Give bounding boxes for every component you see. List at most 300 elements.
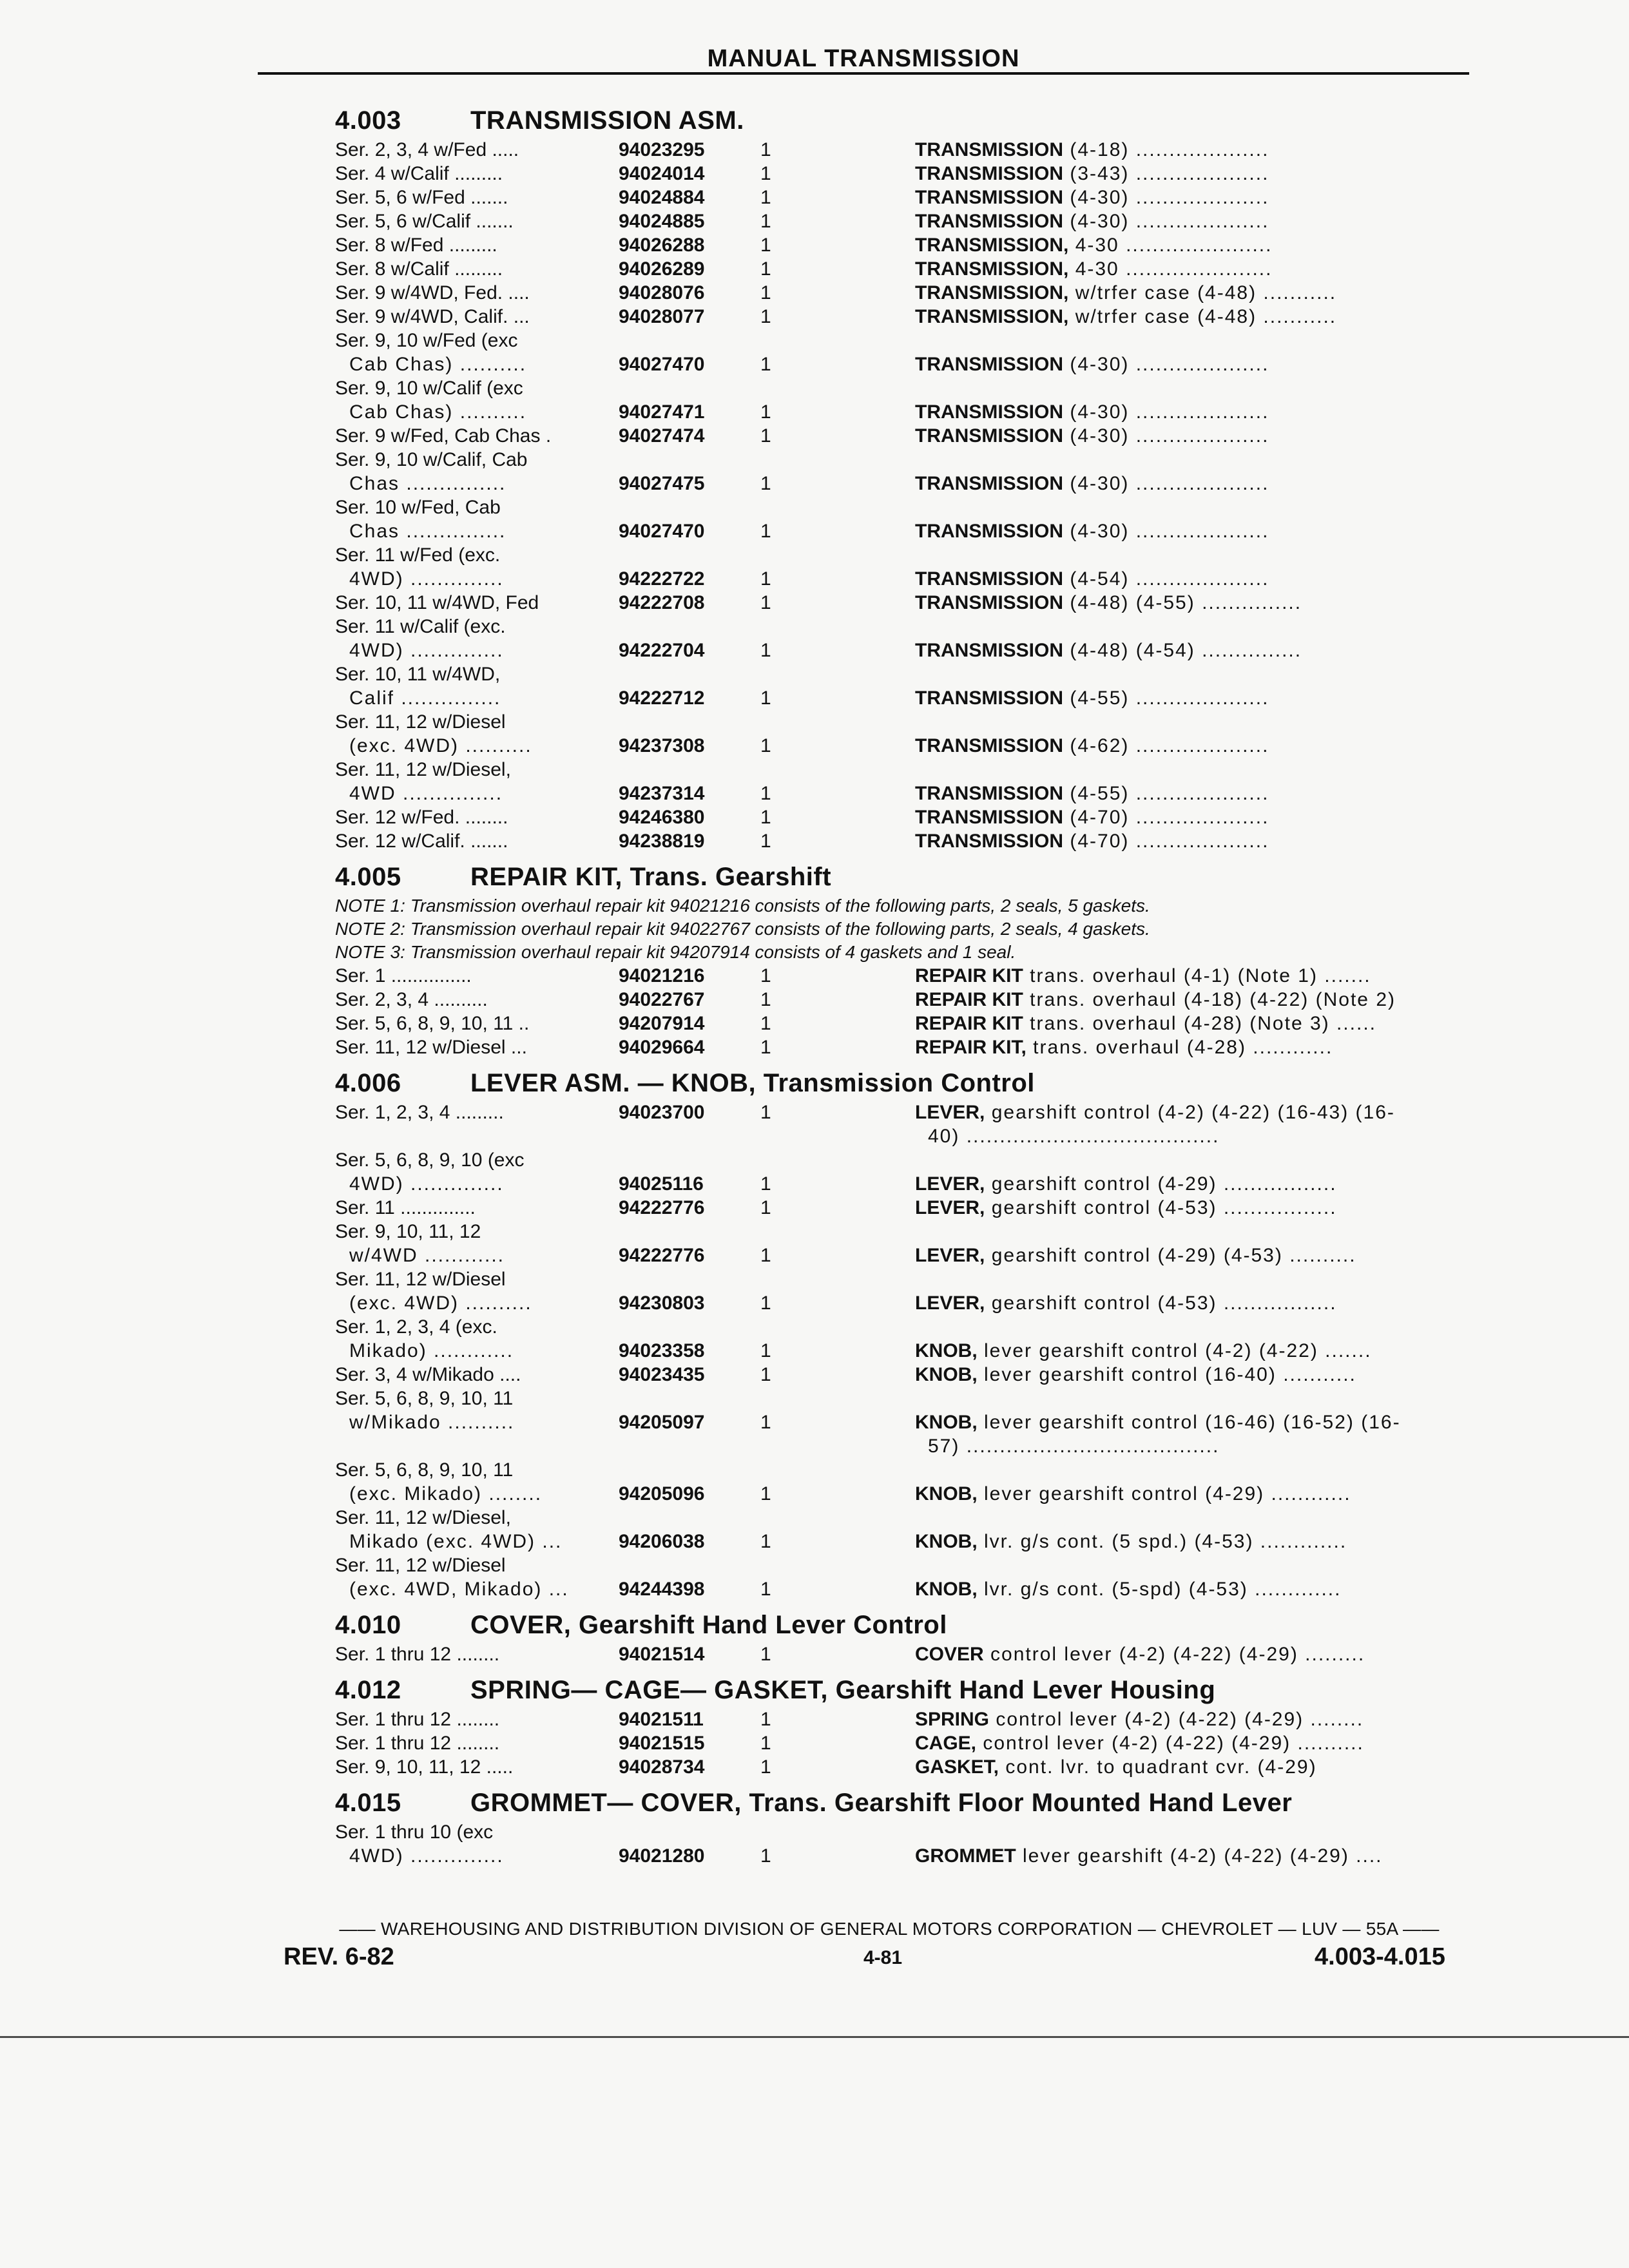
part-row bbox=[335, 257, 1469, 281]
part-row bbox=[335, 1642, 1469, 1666]
part-detail: (4-48) (4-54) ............... bbox=[1063, 640, 1302, 661]
part-name: KNOB, bbox=[915, 1483, 978, 1504]
quantity: 1 bbox=[760, 592, 771, 613]
application-text: 4WD ............... bbox=[349, 783, 503, 804]
quantity: 1 bbox=[760, 1412, 771, 1433]
quantity: 1 bbox=[760, 1340, 771, 1361]
part-name: SPRING bbox=[915, 1709, 990, 1730]
part-application-line bbox=[335, 162, 1469, 186]
part-detail: (4-30) .................... bbox=[1063, 401, 1269, 423]
part-number: 94027475 bbox=[619, 473, 705, 494]
part-number: 94027470 bbox=[619, 354, 705, 375]
quantity: 1 bbox=[760, 687, 771, 709]
part-row bbox=[335, 495, 1469, 543]
part-row bbox=[335, 1315, 1469, 1363]
section-heading bbox=[335, 1601, 1469, 1642]
quantity: 1 bbox=[760, 1756, 771, 1778]
quantity: 1 bbox=[760, 807, 771, 828]
part-number: 94206038 bbox=[619, 1531, 705, 1552]
part-row bbox=[335, 988, 1469, 1012]
part-name: LEVER, bbox=[915, 1293, 985, 1314]
part-detail: (4-30) .................... bbox=[1063, 521, 1269, 542]
part-description bbox=[915, 1755, 1317, 1779]
part-description bbox=[915, 1035, 1333, 1059]
section-number: 4.003 bbox=[335, 106, 401, 135]
part-application-line bbox=[335, 829, 1469, 853]
part-detail: lever gearshift (4-2) (4-22) (4-29) .... bbox=[1016, 1845, 1383, 1867]
application-text: Ser. 9, 10 w/Calif (exc bbox=[335, 378, 523, 399]
part-row bbox=[335, 829, 1469, 853]
part-name: COVER bbox=[915, 1644, 984, 1665]
section-4-012 bbox=[335, 1666, 1469, 1779]
section-note: NOTE 2: Transmission overhaul repair kit 94022767 consists of the following parts, 2 seals, 4 gaskets. bbox=[335, 919, 1150, 939]
part-description bbox=[915, 138, 1269, 162]
part-number: 94023700 bbox=[619, 1102, 705, 1123]
part-application-line bbox=[335, 758, 1469, 782]
part-description bbox=[915, 1642, 1365, 1666]
part-application-line bbox=[335, 376, 1469, 400]
part-detail: lever gearshift control (16-40) ........... bbox=[977, 1364, 1356, 1385]
section-heading bbox=[335, 97, 1469, 138]
part-number: 94024014 bbox=[619, 163, 705, 184]
part-number: 94021515 bbox=[619, 1733, 705, 1754]
part-row bbox=[335, 1196, 1469, 1220]
part-number: 94021280 bbox=[619, 1845, 705, 1867]
part-description bbox=[915, 805, 1269, 829]
part-application-line bbox=[335, 1148, 1469, 1172]
application-text: w/4WD ............ bbox=[349, 1245, 505, 1266]
part-application-line bbox=[335, 1100, 1469, 1124]
quantity: 1 bbox=[760, 1173, 771, 1195]
part-application-line bbox=[335, 1482, 1469, 1506]
part-number: 94021511 bbox=[619, 1709, 704, 1730]
part-application-line bbox=[335, 1172, 1469, 1196]
part-name: TRANSMISSION, bbox=[915, 306, 1069, 327]
part-application-line bbox=[335, 352, 1469, 376]
part-application-line bbox=[335, 1339, 1469, 1363]
section-4-003 bbox=[335, 97, 1469, 853]
application-text: Ser. 4 w/Calif ......... bbox=[335, 163, 503, 184]
part-number: 94026289 bbox=[619, 258, 705, 280]
part-description bbox=[915, 639, 1302, 662]
part-detail: (3-43) .................... bbox=[1063, 163, 1269, 184]
part-number: 94222776 bbox=[619, 1197, 705, 1218]
application-text: Chas ............... bbox=[349, 521, 506, 542]
part-application-line bbox=[335, 424, 1469, 448]
part-application-line bbox=[335, 186, 1469, 209]
application-text: Ser. 9 w/4WD, Calif. ... bbox=[335, 306, 530, 327]
part-name: REPAIR KIT bbox=[915, 989, 1023, 1010]
section-title: REPAIR KIT, Trans. Gearshift bbox=[470, 863, 832, 891]
application-text: Ser. 10, 11 w/4WD, bbox=[335, 664, 501, 685]
part-number: 94230803 bbox=[619, 1293, 705, 1314]
part-detail: gearshift control (4-29) (4-53) .......... bbox=[985, 1245, 1356, 1266]
quantity: 1 bbox=[760, 1037, 771, 1058]
part-description bbox=[915, 1731, 1364, 1755]
part-row bbox=[335, 615, 1469, 662]
quantity: 1 bbox=[760, 989, 771, 1010]
quantity: 1 bbox=[760, 1013, 771, 1034]
application-text: Cab Chas) .......... bbox=[349, 401, 527, 423]
footer-publisher: —— WAREHOUSING AND DISTRIBUTION DIVISION OF GENERAL MOTORS CORPORATION — CHEVROLET — LUV — 55A —— bbox=[339, 1919, 1440, 1939]
part-description bbox=[915, 352, 1269, 376]
section-heading bbox=[335, 1059, 1469, 1100]
part-row bbox=[335, 1267, 1469, 1315]
quantity: 1 bbox=[760, 783, 771, 804]
application-text: Ser. 1, 2, 3, 4 ......... bbox=[335, 1102, 504, 1123]
part-detail: (4-30) .................... bbox=[1063, 211, 1269, 232]
part-detail: (4-62) .................... bbox=[1063, 735, 1269, 756]
part-application-line bbox=[335, 1035, 1469, 1059]
part-detail: (4-48) (4-55) ............... bbox=[1063, 592, 1302, 613]
part-description bbox=[915, 686, 1269, 710]
application-text: Ser. 12 w/Calif. ....... bbox=[335, 831, 508, 852]
part-name: TRANSMISSION bbox=[915, 425, 1064, 447]
part-description bbox=[915, 162, 1269, 186]
quantity: 1 bbox=[760, 1245, 771, 1266]
part-application-line bbox=[335, 591, 1469, 615]
part-application-line bbox=[335, 543, 1469, 567]
part-row bbox=[335, 1458, 1469, 1506]
part-detail: w/trfer case (4-48) ........... bbox=[1068, 306, 1337, 327]
part-application-line bbox=[335, 1844, 1469, 1868]
part-number: 94022767 bbox=[619, 989, 705, 1010]
header-rule bbox=[258, 72, 1469, 75]
application-text: 4WD) .............. bbox=[349, 568, 504, 590]
quantity: 1 bbox=[760, 163, 771, 184]
quantity: 1 bbox=[760, 521, 771, 542]
application-text: Ser. 5, 6, 8, 9, 10 (exc bbox=[335, 1149, 525, 1171]
application-text: Ser. 11, 12 w/Diesel bbox=[335, 711, 506, 733]
part-number: 94028077 bbox=[619, 306, 705, 327]
part-application-line bbox=[335, 988, 1469, 1012]
part-number: 94205096 bbox=[619, 1483, 705, 1504]
part-application-line bbox=[335, 615, 1469, 639]
part-number: 94237308 bbox=[619, 735, 705, 756]
footer-page-number: 4-81 bbox=[863, 1947, 903, 1968]
part-description bbox=[915, 257, 1272, 281]
part-detail: gearshift control (4-2) (4-22) (16-43) (16- bbox=[985, 1102, 1395, 1123]
part-row bbox=[335, 1387, 1469, 1458]
part-row bbox=[335, 186, 1469, 209]
part-detail: lever gearshift control (4-2) (4-22) ....... bbox=[977, 1340, 1372, 1361]
part-row bbox=[335, 376, 1469, 424]
part-row bbox=[335, 329, 1469, 376]
application-text: Ser. 5, 6, 8, 9, 10, 11 .. bbox=[335, 1013, 530, 1034]
section-title: GROMMET— COVER, Trans. Gearshift Floor Mounted Hand Lever bbox=[470, 1789, 1293, 1817]
part-detail: lever gearshift control (4-29) ............ bbox=[977, 1483, 1351, 1504]
part-number: 94222722 bbox=[619, 568, 705, 590]
part-number: 94023358 bbox=[619, 1340, 705, 1361]
part-row bbox=[335, 710, 1469, 758]
application-text: Ser. 5, 6, 8, 9, 10, 11 bbox=[335, 1388, 514, 1409]
application-text: Ser. 11, 12 w/Diesel, bbox=[335, 759, 511, 780]
part-application-line bbox=[335, 209, 1469, 233]
part-application-line bbox=[335, 964, 1469, 988]
part-name: REPAIR KIT bbox=[915, 965, 1023, 986]
part-application-line bbox=[335, 1291, 1469, 1315]
part-detail: (4-70) .................... bbox=[1063, 831, 1269, 852]
part-row bbox=[335, 1755, 1469, 1779]
footer-revision: REV. 6-82 bbox=[284, 1943, 394, 1970]
application-text: Ser. 9, 10 w/Fed (exc bbox=[335, 330, 518, 351]
quantity: 1 bbox=[760, 258, 771, 280]
part-name: TRANSMISSION bbox=[915, 163, 1064, 184]
part-application-line bbox=[335, 281, 1469, 305]
part-number: 94222776 bbox=[619, 1245, 705, 1266]
part-row bbox=[335, 1148, 1469, 1196]
part-application-line bbox=[335, 1410, 1469, 1434]
section-4-010 bbox=[335, 1601, 1469, 1666]
quantity: 1 bbox=[760, 306, 771, 327]
part-application-line bbox=[335, 138, 1469, 162]
application-text: 4WD) .............. bbox=[349, 1173, 504, 1195]
part-detail: lvr. g/s cont. (5-spd) (4-53) ............. bbox=[977, 1579, 1342, 1600]
application-text: (exc. 4WD) .......... bbox=[349, 1293, 532, 1314]
application-text: Chas ............... bbox=[349, 473, 506, 494]
part-name: TRANSMISSION bbox=[915, 735, 1064, 756]
part-description bbox=[915, 472, 1269, 495]
part-row bbox=[335, 233, 1469, 257]
part-detail: trans. overhaul (4-28) (Note 3) ...... bbox=[1023, 1013, 1376, 1034]
part-application-line bbox=[335, 472, 1469, 495]
part-name: LEVER, bbox=[915, 1245, 985, 1266]
part-application-line bbox=[335, 257, 1469, 281]
part-row bbox=[335, 964, 1469, 988]
part-description bbox=[915, 400, 1269, 424]
part-row bbox=[335, 138, 1469, 162]
part-name: TRANSMISSION bbox=[915, 139, 1064, 160]
part-row bbox=[335, 281, 1469, 305]
application-text: Ser. 1 thru 10 (exc bbox=[335, 1821, 494, 1843]
quantity: 1 bbox=[760, 211, 771, 232]
part-description bbox=[915, 1172, 1337, 1196]
section-4-005 bbox=[335, 853, 1469, 1059]
part-number: 94222712 bbox=[619, 687, 705, 709]
section-number: 4.005 bbox=[335, 863, 401, 891]
part-name: TRANSMISSION bbox=[915, 807, 1064, 828]
part-row bbox=[335, 1731, 1469, 1755]
section-heading bbox=[335, 1779, 1469, 1820]
part-number: 94207914 bbox=[619, 1013, 705, 1034]
part-detail: 4-30 ...................... bbox=[1068, 258, 1273, 280]
part-detail: (4-55) .................... bbox=[1063, 783, 1269, 804]
application-text: Ser. 1 thru 12 ........ bbox=[335, 1733, 500, 1754]
part-row bbox=[335, 209, 1469, 233]
part-description bbox=[915, 782, 1269, 805]
part-application-line bbox=[335, 1731, 1469, 1755]
part-name: TRANSMISSION bbox=[915, 687, 1064, 709]
part-detail: (4-30) .................... bbox=[1063, 187, 1269, 208]
part-name: TRANSMISSION bbox=[915, 211, 1064, 232]
part-description bbox=[915, 734, 1269, 758]
part-detail: (4-30) .................... bbox=[1063, 354, 1269, 375]
application-text: Ser. 9, 10, 11, 12 ..... bbox=[335, 1756, 514, 1778]
part-description bbox=[915, 591, 1302, 615]
quantity: 1 bbox=[760, 282, 771, 303]
application-text: Ser. 11 .............. bbox=[335, 1197, 476, 1218]
section-title: LEVER ASM. — KNOB, Transmission Control bbox=[470, 1069, 1035, 1097]
part-description bbox=[915, 1363, 1356, 1387]
application-text: Ser. 1 ............... bbox=[335, 965, 472, 986]
quantity: 1 bbox=[760, 1733, 771, 1754]
part-detail: control lever (4-2) (4-22) (4-29) .......... bbox=[976, 1733, 1364, 1754]
part-number: 94237314 bbox=[619, 783, 705, 804]
application-text: Mikado) ............ bbox=[349, 1340, 514, 1361]
application-text: 4WD) .............. bbox=[349, 1845, 504, 1867]
part-name: GROMMET bbox=[915, 1845, 1016, 1867]
part-description bbox=[915, 964, 1371, 988]
application-text: Calif ............... bbox=[349, 687, 501, 709]
application-text: Ser. 11 w/Fed (exc. bbox=[335, 544, 501, 566]
application-text: Ser. 1 thru 12 ........ bbox=[335, 1709, 500, 1730]
part-row bbox=[335, 162, 1469, 186]
application-text: Ser. 12 w/Fed. ........ bbox=[335, 807, 508, 828]
part-row bbox=[335, 1506, 1469, 1553]
part-application-line bbox=[335, 662, 1469, 686]
quantity: 1 bbox=[760, 640, 771, 661]
quantity: 1 bbox=[760, 1197, 771, 1218]
part-application-line bbox=[335, 1642, 1469, 1666]
bottom-rule bbox=[0, 2036, 1629, 2038]
application-text: Ser. 5, 6, 8, 9, 10, 11 bbox=[335, 1459, 514, 1481]
part-detail: (4-30) .................... bbox=[1063, 425, 1269, 447]
application-text: Cab Chas) .......... bbox=[349, 354, 527, 375]
application-text: (exc. Mikado) ........ bbox=[349, 1483, 543, 1504]
part-description bbox=[915, 209, 1269, 233]
application-text: Ser. 9, 10, 11, 12 bbox=[335, 1221, 481, 1242]
part-row bbox=[335, 662, 1469, 710]
part-description bbox=[915, 1339, 1372, 1363]
part-number: 94023295 bbox=[619, 139, 705, 160]
quantity: 1 bbox=[760, 1102, 771, 1123]
part-name: TRANSMISSION bbox=[915, 592, 1064, 613]
part-name: TRANSMISSION bbox=[915, 640, 1064, 661]
part-number: 94222704 bbox=[619, 640, 705, 661]
part-name: TRANSMISSION bbox=[915, 354, 1064, 375]
section-heading bbox=[335, 853, 1469, 894]
part-number: 94023435 bbox=[619, 1364, 705, 1385]
part-name: TRANSMISSION, bbox=[915, 258, 1069, 280]
part-row bbox=[335, 1707, 1469, 1731]
part-name: TRANSMISSION, bbox=[915, 282, 1069, 303]
part-description bbox=[915, 1244, 1356, 1267]
part-application-line bbox=[335, 1707, 1469, 1731]
application-text: Ser. 5, 6 w/Calif ....... bbox=[335, 211, 514, 232]
part-name: TRANSMISSION bbox=[915, 783, 1064, 804]
part-application-line bbox=[335, 1577, 1469, 1601]
application-text: Mikado (exc. 4WD) ... bbox=[349, 1531, 563, 1552]
part-row bbox=[335, 1012, 1469, 1035]
quantity: 1 bbox=[760, 1364, 771, 1385]
part-detail: trans. overhaul (4-18) (4-22) (Note 2) bbox=[1023, 989, 1396, 1010]
part-application-line bbox=[335, 1196, 1469, 1220]
part-application-line bbox=[335, 1755, 1469, 1779]
quantity: 1 bbox=[760, 187, 771, 208]
part-description bbox=[915, 424, 1269, 448]
quantity: 1 bbox=[760, 735, 771, 756]
section-number: 4.012 bbox=[335, 1676, 401, 1704]
application-text: Ser. 3, 4 w/Mikado .... bbox=[335, 1364, 521, 1385]
quantity: 1 bbox=[760, 401, 771, 423]
part-application-line bbox=[335, 782, 1469, 805]
part-number: 94246380 bbox=[619, 807, 705, 828]
parts-list bbox=[335, 97, 1469, 1868]
quantity: 1 bbox=[760, 965, 771, 986]
part-name: TRANSMISSION bbox=[915, 568, 1064, 590]
application-text: Ser. 2, 3, 4 .......... bbox=[335, 989, 488, 1010]
quantity: 1 bbox=[760, 1644, 771, 1665]
part-description bbox=[915, 1291, 1337, 1315]
part-description bbox=[915, 1482, 1351, 1506]
part-detail: (4-18) .................... bbox=[1063, 139, 1269, 160]
part-number: 94222708 bbox=[619, 592, 705, 613]
part-description bbox=[915, 186, 1269, 209]
part-number: 94026288 bbox=[619, 235, 705, 256]
application-text: Ser. 9 w/Fed, Cab Chas . bbox=[335, 425, 552, 447]
application-text: Ser. 11 w/Calif (exc. bbox=[335, 616, 506, 637]
part-detail: lever gearshift control (16-46) (16-52) (16- bbox=[977, 1412, 1401, 1433]
part-application-line bbox=[335, 1458, 1469, 1482]
part-name: KNOB, bbox=[915, 1579, 978, 1600]
part-detail: (4-70) .................... bbox=[1063, 807, 1269, 828]
part-application-line bbox=[335, 400, 1469, 424]
part-application-line bbox=[335, 1315, 1469, 1339]
part-row bbox=[335, 1035, 1469, 1059]
part-number: 94027470 bbox=[619, 521, 705, 542]
section-number: 4.010 bbox=[335, 1611, 401, 1639]
quantity: 1 bbox=[760, 1709, 771, 1730]
part-description-continued bbox=[335, 1124, 1469, 1148]
part-description bbox=[915, 1410, 1401, 1434]
part-description bbox=[915, 1707, 1364, 1731]
part-description bbox=[915, 567, 1269, 591]
part-detail: 40) ...................................... bbox=[928, 1126, 1220, 1147]
application-text: Ser. 1, 2, 3, 4 (exc. bbox=[335, 1316, 497, 1338]
part-row bbox=[335, 543, 1469, 591]
application-text: Ser. 11, 12 w/Diesel bbox=[335, 1269, 506, 1290]
section-note: NOTE 3: Transmission overhaul repair kit 94207914 consists of 4 gaskets and 1 seal. bbox=[335, 942, 1016, 962]
section-number: 4.015 bbox=[335, 1789, 401, 1817]
part-application-line bbox=[335, 233, 1469, 257]
part-application-line bbox=[335, 1363, 1469, 1387]
quantity: 1 bbox=[760, 831, 771, 852]
section-title: SPRING— CAGE— GASKET, Gearshift Hand Lever Housing bbox=[470, 1676, 1216, 1704]
part-application-line bbox=[335, 1012, 1469, 1035]
part-name: TRANSMISSION bbox=[915, 521, 1064, 542]
quantity: 1 bbox=[760, 425, 771, 447]
section-title: COVER, Gearshift Hand Lever Control bbox=[470, 1611, 947, 1639]
part-application-line bbox=[335, 1267, 1469, 1291]
part-detail: gearshift control (4-53) ................. bbox=[985, 1197, 1337, 1218]
part-application-line bbox=[335, 1820, 1469, 1844]
part-application-line bbox=[335, 1530, 1469, 1553]
part-row bbox=[335, 448, 1469, 495]
application-text: Ser. 11, 12 w/Diesel, bbox=[335, 1507, 511, 1528]
part-detail: 4-30 ...................... bbox=[1068, 235, 1273, 256]
part-description bbox=[915, 829, 1269, 853]
part-name: GASKET, bbox=[915, 1756, 999, 1778]
part-row bbox=[335, 305, 1469, 329]
section-4-015 bbox=[335, 1779, 1469, 1868]
application-text: Ser. 9, 10 w/Calif, Cab bbox=[335, 449, 528, 470]
part-name: LEVER, bbox=[915, 1197, 985, 1218]
part-number: 94024884 bbox=[619, 187, 705, 208]
application-text: (exc. 4WD, Mikado) ... bbox=[349, 1579, 569, 1600]
part-description bbox=[915, 1844, 1382, 1868]
part-application-line bbox=[335, 1506, 1469, 1530]
part-row bbox=[335, 424, 1469, 448]
